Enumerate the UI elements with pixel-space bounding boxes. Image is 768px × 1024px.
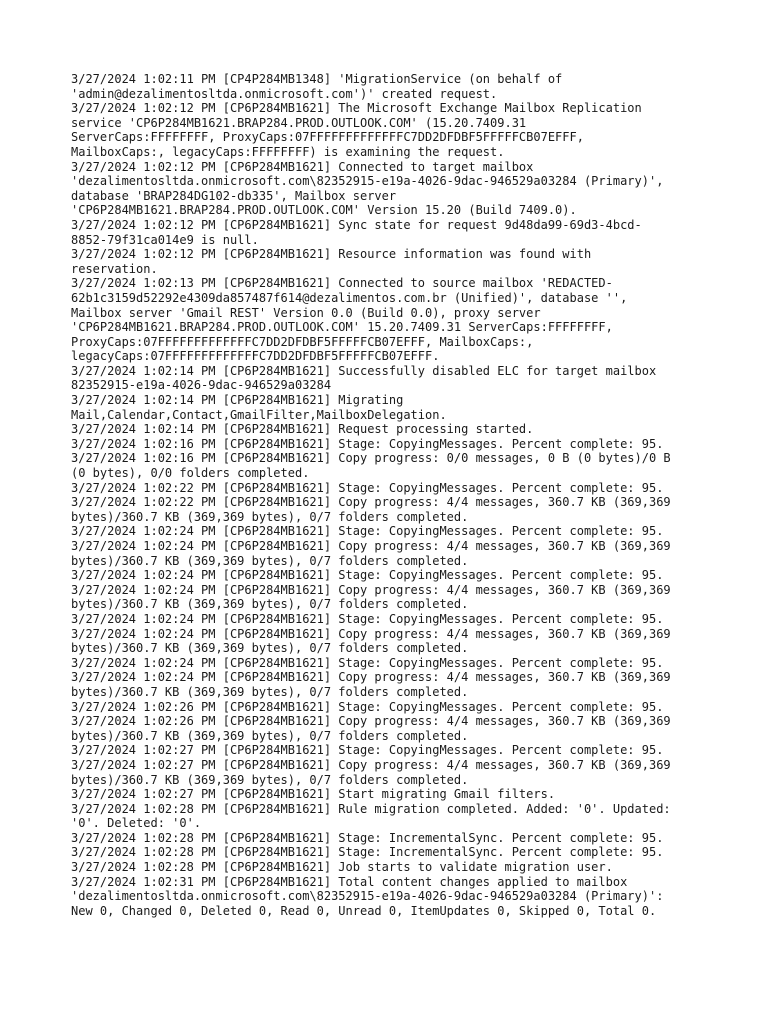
log-line: 3/27/2024 1:02:16 PM [CP6P284MB1621] Copy progress: 0/0 messages, 0 B (0 bytes)/0 B: [71, 451, 671, 466]
log-line: 3/27/2024 1:02:13 PM [CP6P284MB1621] Connected to source mailbox 'REDACTED-: [71, 276, 613, 291]
log-line: 3/27/2024 1:02:24 PM [CP6P284MB1621] Stage: CopyingMessages. Percent complete: 95.: [71, 568, 664, 583]
log-line: 'CP6P284MB1621.BRAP284.PROD.OUTLOOK.COM' Version 15.20 (Build 7409.0).: [71, 203, 577, 218]
log-line: 'CP6P284MB1621.BRAP284.PROD.OUTLOOK.COM' 15.20.7409.31 ServerCaps:FFFFFFFF,: [71, 320, 613, 335]
log-line: 3/27/2024 1:02:11 PM [CP4P284MB1348] 'MigrationService (on behalf of: [71, 72, 563, 86]
log-line: 3/27/2024 1:02:28 PM [CP6P284MB1621] Stage: IncrementalSync. Percent complete: 95.: [71, 830, 664, 845]
log-line: bytes)/360.7 KB (369,369 bytes), 0/7 folders completed.: [71, 641, 469, 656]
log-line: bytes)/360.7 KB (369,369 bytes), 0/7 folders completed.: [71, 728, 469, 743]
log-line: 3/27/2024 1:02:24 PM [CP6P284MB1621] Copy progress: 4/4 messages, 360.7 KB (369,369: [71, 626, 671, 641]
log-line: 3/27/2024 1:02:14 PM [CP6P284MB1621] Successfully disabled ELC for target mailbox: [71, 363, 657, 378]
log-line: ProxyCaps:07FFFFFFFFFFFFFC7DD2DFDBF5FFFFFCB07EFFF, MailboxCaps:,: [71, 334, 534, 349]
log-line: 3/27/2024 1:02:27 PM [CP6P284MB1621] Start migrating Gmail filters.: [71, 787, 556, 802]
log-line: 3/27/2024 1:02:27 PM [CP6P284MB1621] Copy progress: 4/4 messages, 360.7 KB (369,369: [71, 757, 671, 772]
log-line: 3/27/2024 1:02:28 PM [CP6P284MB1621] Stage: IncrementalSync. Percent complete: 95.: [71, 845, 664, 860]
log-line: 8852-79f31ca014e9 is null.: [71, 232, 259, 247]
log-line: legacyCaps:07FFFFFFFFFFFFFC7DD2DFDBF5FFFFFCB07EFFF.: [71, 349, 440, 364]
log-line: 3/27/2024 1:02:27 PM [CP6P284MB1621] Stage: CopyingMessages. Percent complete: 95.: [71, 743, 664, 758]
log-line: 3/27/2024 1:02:24 PM [CP6P284MB1621] Stage: CopyingMessages. Percent complete: 95.: [71, 611, 664, 626]
log-line: 3/27/2024 1:02:24 PM [CP6P284MB1621] Stage: CopyingMessages. Percent complete: 95.: [71, 655, 664, 670]
log-line: 3/27/2024 1:02:12 PM [CP6P284MB1621] The Microsoft Exchange Mailbox Replication: [71, 101, 642, 116]
log-line: reservation.: [71, 261, 158, 276]
log-line: 3/27/2024 1:02:28 PM [CP6P284MB1621] Job starts to validate migration user.: [71, 860, 613, 875]
log-line: bytes)/360.7 KB (369,369 bytes), 0/7 folders completed.: [71, 772, 469, 787]
log-line: bytes)/360.7 KB (369,369 bytes), 0/7 folders completed.: [71, 684, 469, 699]
log-line: 'dezalimentosltda.onmicrosoft.com\82352915-e19a-4026-9dac-946529a03284 (Primary)':: [71, 889, 664, 904]
log-line: New 0, Changed 0, Deleted 0, Read 0, Unread 0, ItemUpdates 0, Skipped 0, Total 0.: [71, 903, 657, 918]
log-line: bytes)/360.7 KB (369,369 bytes), 0/7 folders completed.: [71, 597, 469, 612]
log-line: 3/27/2024 1:02:12 PM [CP6P284MB1621] Resource information was found with: [71, 247, 592, 262]
log-line: bytes)/360.7 KB (369,369 bytes), 0/7 folders completed.: [71, 553, 469, 568]
log-line: 3/27/2024 1:02:31 PM [CP6P284MB1621] Total content changes applied to mailbox: [71, 874, 628, 889]
log-line: 3/27/2024 1:02:22 PM [CP6P284MB1621] Copy progress: 4/4 messages, 360.7 KB (369,369: [71, 495, 671, 510]
log-line: 3/27/2024 1:02:24 PM [CP6P284MB1621] Copy progress: 4/4 messages, 360.7 KB (369,369: [71, 670, 671, 685]
log-line: 82352915-e19a-4026-9dac-946529a03284: [71, 378, 332, 393]
log-line: service 'CP6P284MB1621.BRAP284.PROD.OUTLOOK.COM' (15.20.7409.31: [71, 115, 527, 130]
log-line: 3/27/2024 1:02:24 PM [CP6P284MB1621] Copy progress: 4/4 messages, 360.7 KB (369,369: [71, 539, 671, 553]
log-line: 3/27/2024 1:02:14 PM [CP6P284MB1621] Migrating: [71, 393, 404, 408]
log-line: ServerCaps:FFFFFFFF, ProxyCaps:07FFFFFFFFFFFFFC7DD2DFDBF5FFFFFCB07EFFF,: [71, 130, 584, 145]
log-line: 3/27/2024 1:02:24 PM [CP6P284MB1621] Copy progress: 4/4 messages, 360.7 KB (369,369: [71, 582, 671, 597]
log-line: 3/27/2024 1:02:26 PM [CP6P284MB1621] Stage: CopyingMessages. Percent complete: 95.: [71, 699, 664, 714]
log-line: 'dezalimentosltda.onmicrosoft.com\82352915-e19a-4026-9dac-946529a03284 (Primary)',: [71, 174, 664, 189]
log-line: (0 bytes), 0/0 folders completed.: [71, 466, 310, 481]
log-line: 3/27/2024 1:02:24 PM [CP6P284MB1621] Stage: CopyingMessages. Percent complete: 95.: [71, 524, 664, 539]
log-line: 62b1c3159d52292e4309da857487f614@dezalimentos.com.br (Unified)', database '',: [71, 290, 628, 305]
log-line: MailboxCaps:, legacyCaps:FFFFFFFF) is examining the request.: [71, 144, 505, 159]
migration-log: [71, 72, 711, 918]
log-line: bytes)/360.7 KB (369,369 bytes), 0/7 folders completed.: [71, 509, 469, 524]
log-line: 3/27/2024 1:02:28 PM [CP6P284MB1621] Rule migration completed. Added: '0'. Updated:: [71, 801, 671, 816]
log-line: '0'. Deleted: '0'.: [71, 816, 202, 831]
log-line: database 'BRAP284DG102-db335', Mailbox server: [71, 188, 397, 203]
log-line: 3/27/2024 1:02:14 PM [CP6P284MB1621] Request processing started.: [71, 422, 534, 437]
log-line: 3/27/2024 1:02:16 PM [CP6P284MB1621] Stage: CopyingMessages. Percent complete: 95.: [71, 436, 664, 451]
log-line: 3/27/2024 1:02:22 PM [CP6P284MB1621] Stage: CopyingMessages. Percent complete: 95.: [71, 480, 664, 495]
log-line: 3/27/2024 1:02:12 PM [CP6P284MB1621] Connected to target mailbox: [71, 159, 534, 174]
log-line: 'admin@dezalimentosltda.onmicrosoft.com')' created request.: [71, 86, 498, 101]
log-line: 3/27/2024 1:02:26 PM [CP6P284MB1621] Copy progress: 4/4 messages, 360.7 KB (369,369: [71, 714, 671, 729]
log-line: 3/27/2024 1:02:12 PM [CP6P284MB1621] Sync state for request 9d48da99-69d3-4bcd-: [71, 217, 642, 232]
log-line: Mailbox server 'Gmail REST' Version 0.0 (Build 0.0), proxy server: [71, 305, 541, 320]
log-line: Mail,Calendar,Contact,GmailFilter,MailboxDelegation.: [71, 407, 447, 422]
